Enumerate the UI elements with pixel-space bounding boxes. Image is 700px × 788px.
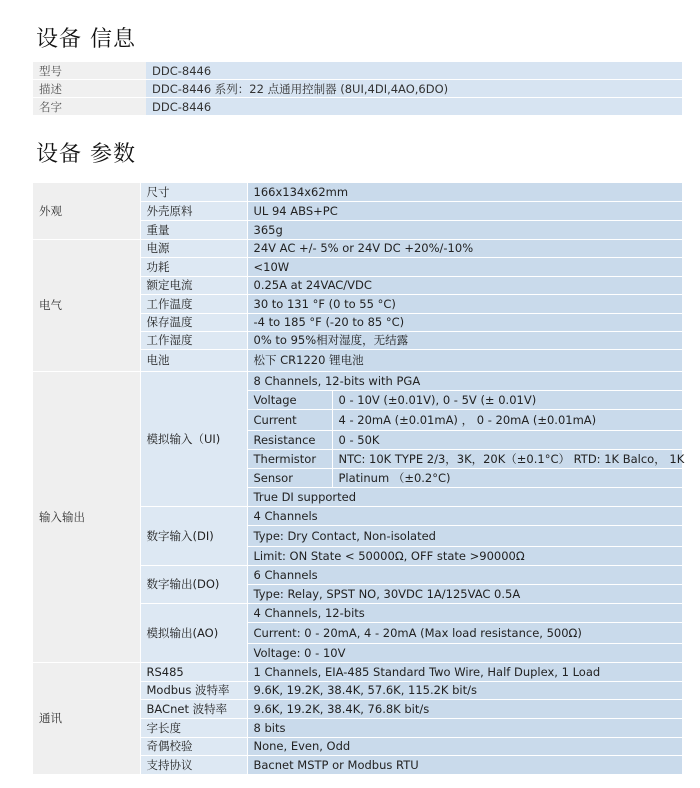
resistance-label: Resistance — [247, 430, 332, 449]
battery-label: 电池 — [140, 349, 247, 371]
weight-value: 365g — [247, 220, 682, 239]
group-io: 输入输出 — [33, 371, 140, 662]
current-label: Current — [247, 409, 332, 430]
modbus-value: 9.6K, 19.2K, 38.4K, 57.6K, 115.2K bit/s — [247, 681, 682, 699]
op-temp-label: 工作温度 — [140, 294, 247, 313]
thermistor-label: Thermistor — [247, 449, 332, 468]
humidity-value: 0% to 95%相对湿度，无结露 — [247, 331, 682, 349]
battery-value: 松下 CR1220 锂电池 — [247, 349, 682, 371]
group-comm: 通讯 — [33, 662, 140, 774]
model-label: 型号 — [33, 62, 146, 80]
wordlen-label: 字长度 — [140, 718, 247, 737]
device-params-title: 设备 参数 — [36, 142, 136, 167]
size-value: 166x134x62mm — [247, 183, 682, 201]
ui-label: 模拟输入（UI) — [140, 371, 247, 506]
table-row — [33, 80, 682, 98]
do-channels: 6 Channels — [247, 565, 682, 584]
di-type: Type: Dry Contact, Non-isolated — [247, 525, 682, 546]
table-row — [33, 98, 682, 116]
group-electrical: 电气 — [33, 239, 140, 371]
name-label: 名字 — [33, 98, 146, 116]
rs485-value: 1 Channels, EIA-485 Standard Two Wire, Half Duplex, 1 Load — [247, 662, 682, 681]
model-value: DDC-8446 — [146, 62, 682, 80]
storage-temp-label: 保存温度 — [140, 313, 247, 331]
thermistor-value-cont: Platinum （±0.2°C) — [332, 468, 682, 487]
op-temp-value: 30 to 131 °F (0 to 55 °C) — [247, 294, 682, 313]
table-row — [33, 183, 682, 201]
current-value: 4 - 20mA (±0.01mA) ， 0 - 20mA (±0.01mA) — [332, 409, 682, 430]
thermistor-value: NTC: 10K TYPE 2/3，3K，20K（±0.1°C） RTD: 1K Balco， 1K — [332, 449, 682, 468]
bacnet-label: BACnet 波特率 — [140, 699, 247, 718]
ao-label: 模拟输出(AO) — [140, 603, 247, 662]
parity-value: None, Even, Odd — [247, 737, 682, 755]
material-value: UL 94 ABS+PC — [247, 201, 682, 220]
weight-label: 重量 — [140, 220, 247, 239]
ao-channels: 4 Channels, 12-bits — [247, 603, 682, 622]
description-value: DDC-8446 系列：22 点通用控制器 (8UI,4DI,4AO,6DO) — [146, 80, 682, 98]
do-type: Type: Relay, SPST NO, 30VDC 1A/125VAC 0.5A — [247, 584, 682, 603]
rated-current-value: 0.25A at 24VAC/VDC — [247, 276, 682, 294]
description-label: 描述 — [33, 80, 146, 98]
consumption-value: <10W — [247, 257, 682, 276]
size-label: 尺寸 — [140, 183, 247, 201]
device-info-title: 设备 信息 — [36, 27, 136, 52]
device-info-table — [33, 62, 682, 116]
sensor-label: Sensor — [247, 468, 332, 487]
di-label: 数字输入(DI) — [140, 506, 247, 565]
consumption-label: 功耗 — [140, 257, 247, 276]
bacnet-value: 9.6K, 19.2K, 38.4K, 76.8K bit/s — [247, 699, 682, 718]
table-row — [33, 62, 682, 80]
table-row — [33, 662, 682, 681]
resistance-value: 0 - 50K — [332, 430, 682, 449]
material-label: 外壳原料 — [140, 201, 247, 220]
true-di-supported: True DI supported — [247, 487, 682, 506]
voltage-label: Voltage — [247, 390, 332, 409]
ao-voltage: Voltage: 0 - 10V — [247, 643, 682, 662]
do-label: 数字输出(DO) — [140, 565, 247, 603]
modbus-label: Modbus 波特率 — [140, 681, 247, 699]
table-row — [33, 239, 682, 257]
di-channels: 4 Channels — [247, 506, 682, 525]
rated-current-label: 额定电流 — [140, 276, 247, 294]
power-value: 24V AC +/- 5% or 24V DC +20%/-10% — [247, 239, 682, 257]
di-limit: Limit: ON State < 50000Ω, OFF state >90000Ω — [247, 546, 682, 565]
ui-channels: 8 Channels, 12-bits with PGA — [247, 371, 682, 390]
humidity-label: 工作湿度 — [140, 331, 247, 349]
rs485-label: RS485 — [140, 662, 247, 681]
group-appearance: 外观 — [33, 183, 140, 239]
parity-label: 奇偶校验 — [140, 737, 247, 755]
power-label: 电源 — [140, 239, 247, 257]
protocol-label: 支持协议 — [140, 755, 247, 774]
voltage-value: 0 - 10V (±0.01V), 0 - 5V (± 0.01V) — [332, 390, 682, 409]
name-value: DDC-8446 — [146, 98, 682, 116]
ao-current: Current: 0 - 20mA, 4 - 20mA (Max load resistance, 500Ω) — [247, 622, 682, 643]
protocol-value: Bacnet MSTP or Modbus RTU — [247, 755, 682, 774]
device-params-table — [33, 183, 685, 775]
wordlen-value: 8 bits — [247, 718, 682, 737]
table-row — [33, 371, 682, 390]
storage-temp-value: -4 to 185 °F (-20 to 85 °C) — [247, 313, 682, 331]
